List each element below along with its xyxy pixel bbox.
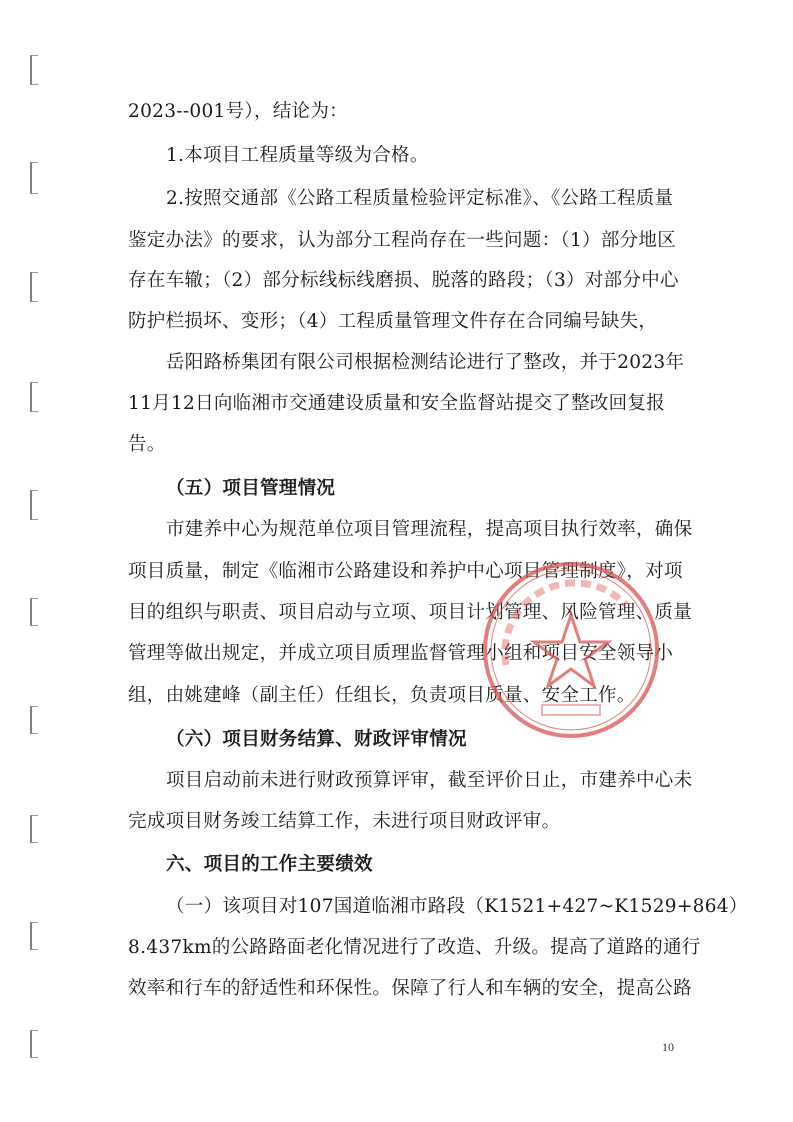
text-line: 1.本项目工程质量等级为合格。 <box>166 145 429 166</box>
binding-mark <box>30 490 38 520</box>
binding-mark <box>30 815 38 843</box>
text-line: 市建养中心为规范单位项目管理流程，提高项目执行效率，确保 <box>166 519 693 540</box>
text-line: 岳阳路桥集团有限公司根据检测结论进行了整改，并于2023年 <box>166 352 685 373</box>
text-line: 目的组织与职责、项目启动与立项、项目计划管理、风险管理、质量 <box>128 602 693 623</box>
chapter-heading: 六、项目的工作主要绩效 <box>166 854 373 875</box>
text-line: 2023--001号），结论为： <box>128 101 348 122</box>
text-line: 8.437km的公路路面老化情况进行了改造、升级。提高了道路的通行 <box>128 937 701 958</box>
text-line: （一）该项目对107国道临湘市路段（K1521+427~K1529+864） <box>166 896 748 917</box>
binding-mark <box>30 272 38 302</box>
binding-mark <box>30 162 38 194</box>
text-line: 防护栏损坏、变形；（4）工程质量管理文件存在合同编号缺失， <box>128 311 658 332</box>
section-heading: （六）项目财务结算、财政评审情况 <box>166 729 467 750</box>
binding-mark <box>30 922 38 950</box>
text-line: 告。 <box>128 434 166 455</box>
section-heading: （五）项目管理情况 <box>166 478 336 499</box>
binding-mark <box>30 598 38 626</box>
text-line: 完成项目财务竣工结算工作，未进行项目财政评审。 <box>128 811 561 832</box>
text-line: 鉴定办法》的要求，认为部分工程尚存在一些问题：（1）部分地区 <box>128 230 677 251</box>
binding-mark <box>30 382 38 412</box>
text-line: 11月12日向临湘市交通建设质量和安全监督站提交了整改回复报 <box>128 393 666 414</box>
text-line: 管理等做出规定，并成立项目质理监督管理小组和项目安全领导小 <box>128 643 674 664</box>
text-line: 项目质量，制定《临湘市公路建设和养护中心项目管理制度》，对项 <box>128 561 683 582</box>
binding-mark <box>30 55 38 85</box>
text-line: 存在车辙；（2）部分标线标线磨损、脱落的路段；（3）对部分中心 <box>128 270 679 291</box>
binding-mark <box>30 1030 38 1058</box>
text-line: 效率和行车的舒适性和环保性。保障了行人和车辆的安全，提高公路 <box>128 978 693 999</box>
text-line: 项目启动前未进行财政预算评审，截至评价日止，市建养中心未 <box>166 770 693 791</box>
text-line: 组，由姚建峰（副主任）任组长，负责项目质量、安全工作。 <box>128 685 636 706</box>
text-line: 2.按照交通部《公路工程质量检验评定标准》、《公路工程质量 <box>166 188 674 209</box>
page-number: 10 <box>662 1040 674 1054</box>
binding-mark <box>30 706 38 734</box>
